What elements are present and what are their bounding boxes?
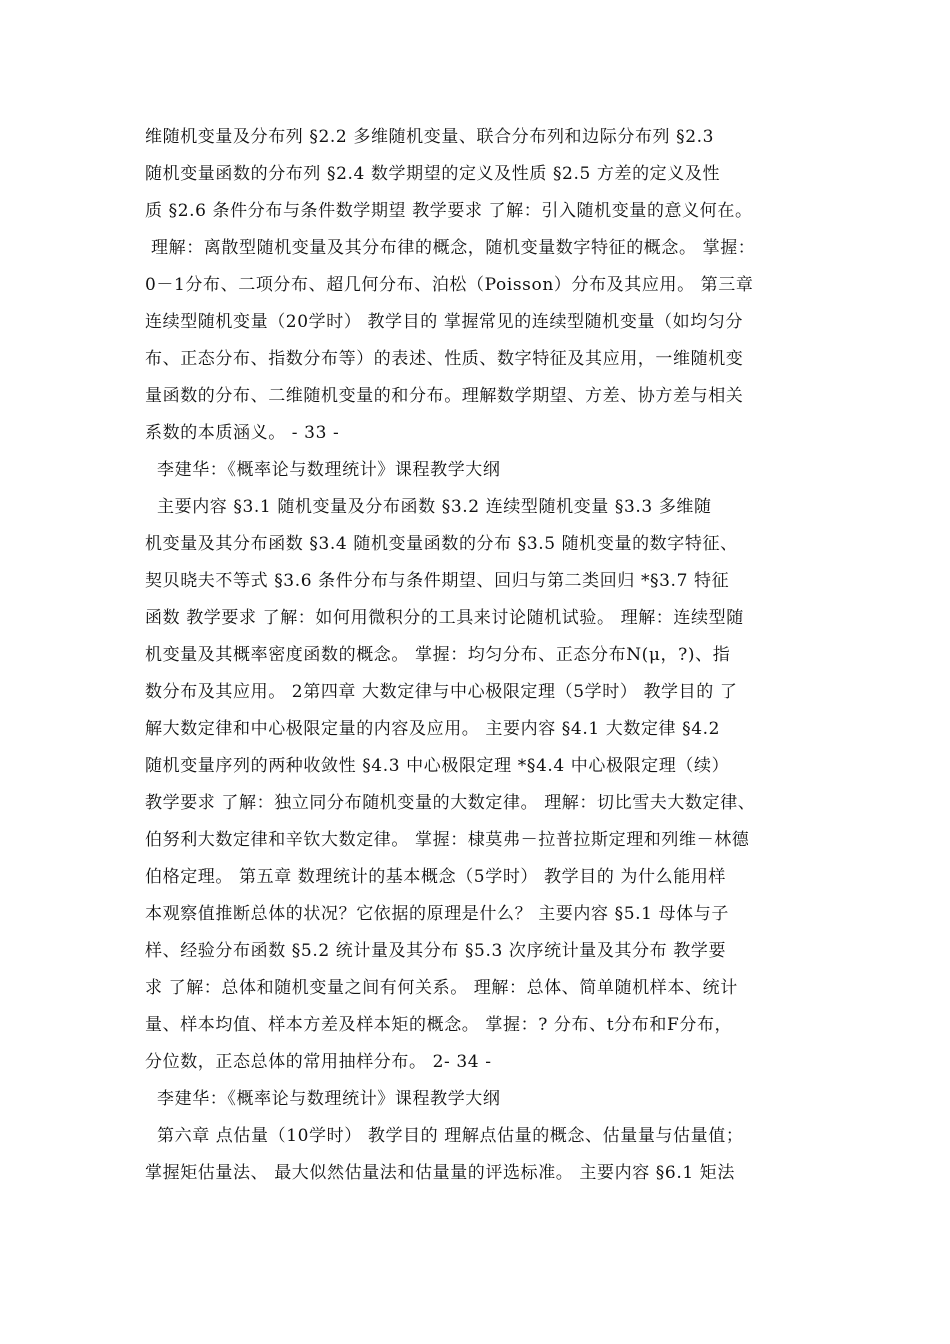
text-line: 解大数定律和中心极限定量的内容及应用。 主要内容 §4.1 大数定律 §4.2 [145, 719, 721, 739]
text-line: 量函数的分布、二维随机变量的和分布。理解数学期望、方差、协方差与相关 [145, 386, 744, 406]
text-line: 求 了解：总体和随机变量之间有何关系。 理解：总体、简单随机样本、统计 [145, 978, 738, 998]
text-line: 0－1分布、二项分布、超几何分布、泊松（Poisson）分布及其应用。 第三章 [145, 275, 754, 295]
text-line: 第六章 点估量（10学时） 教学目的 理解点估量的概念、估量量与估量值； [145, 1126, 744, 1146]
text-line: 布、正态分布、指数分布等）的表述、性质、数字特征及其应用，一维随机变 [145, 349, 744, 369]
text-line: 机变量及其概率密度函数的概念。 掌握：均匀分布、正态分布N(μ，?)、指 [145, 645, 731, 665]
text-line: 契贝晓夫不等式 §3.6 条件分布与条件期望、回归与第二类回归 *§3.7 特征 [145, 571, 730, 591]
text-line: 随机变量序列的两种收敛性 §4.3 中心极限定理 *§4.4 中心极限定理（续） [145, 756, 730, 776]
text-line: 掌握矩估量法、 最大似然估量法和估量量的评选标准。 主要内容 §6.1 矩法 [145, 1163, 735, 1183]
text-line: 连续型随机变量（20学时） 教学目的 掌握常见的连续型随机变量（如均匀分 [145, 312, 744, 332]
text-line: 函数 教学要求 了解：如何用微积分的工具来讨论随机试验。 理解：连续型随 [145, 608, 744, 628]
text-line: 本观察值推断总体的状况？它依据的原理是什么？ 主要内容 §5.1 母体与子 [145, 904, 729, 924]
text-line: 维随机变量及分布列 §2.2 多维随机变量、联合分布列和边际分布列 §2.3 [145, 127, 715, 147]
text-line: 伯努利大数定律和辛钦大数定律。 掌握：棣莫弗－拉普拉斯定理和列维－林德 [145, 830, 750, 850]
text-line: 质 §2.6 条件分布与条件数学期望 教学要求 了解：引入随机变量的意义何在。 [145, 201, 753, 221]
text-line: 教学要求 了解：独立同分布随机变量的大数定律。 理解：切比雪夫大数定律、 [145, 793, 756, 813]
text-line: 样、经验分布函数 §5.2 统计量及其分布 §5.3 次序统计量及其分布 教学要 [145, 941, 727, 961]
text-line: 机变量及其分布函数 §3.4 随机变量函数的分布 §3.5 随机变量的数字特征、 [145, 534, 738, 554]
page-header: 李建华：《概率论与数理统计》课程教学大纲 [145, 460, 501, 480]
page-footer-33: 系数的本质涵义。 - 33 - [145, 423, 340, 443]
page-footer-34: 分位数，正态总体的常用抽样分布。 2- 34 - [145, 1052, 492, 1072]
text-line: 数分布及其应用。 2第四章 大数定律与中心极限定理（5学时） 教学目的 了 [145, 682, 738, 702]
text-line: 随机变量函数的分布列 §2.4 数学期望的定义及性质 §2.5 方差的定义及性 [145, 164, 721, 184]
text-line: 伯格定理。 第五章 数理统计的基本概念（5学时） 教学目的 为什么能用样 [145, 867, 727, 887]
text-line: 量、样本均值、样本方差及样本矩的概念。 掌握：? 分布、t分布和F分布， [145, 1015, 733, 1035]
text-line: 理解：离散型随机变量及其分布律的概念，随机变量数字特征的概念。 掌握： [145, 238, 756, 258]
page-header: 李建华：《概率论与数理统计》课程教学大纲 [145, 1089, 501, 1109]
text-line: 主要内容 §3.1 随机变量及分布函数 §3.2 连续型随机变量 §3.3 多维随 [145, 497, 712, 517]
